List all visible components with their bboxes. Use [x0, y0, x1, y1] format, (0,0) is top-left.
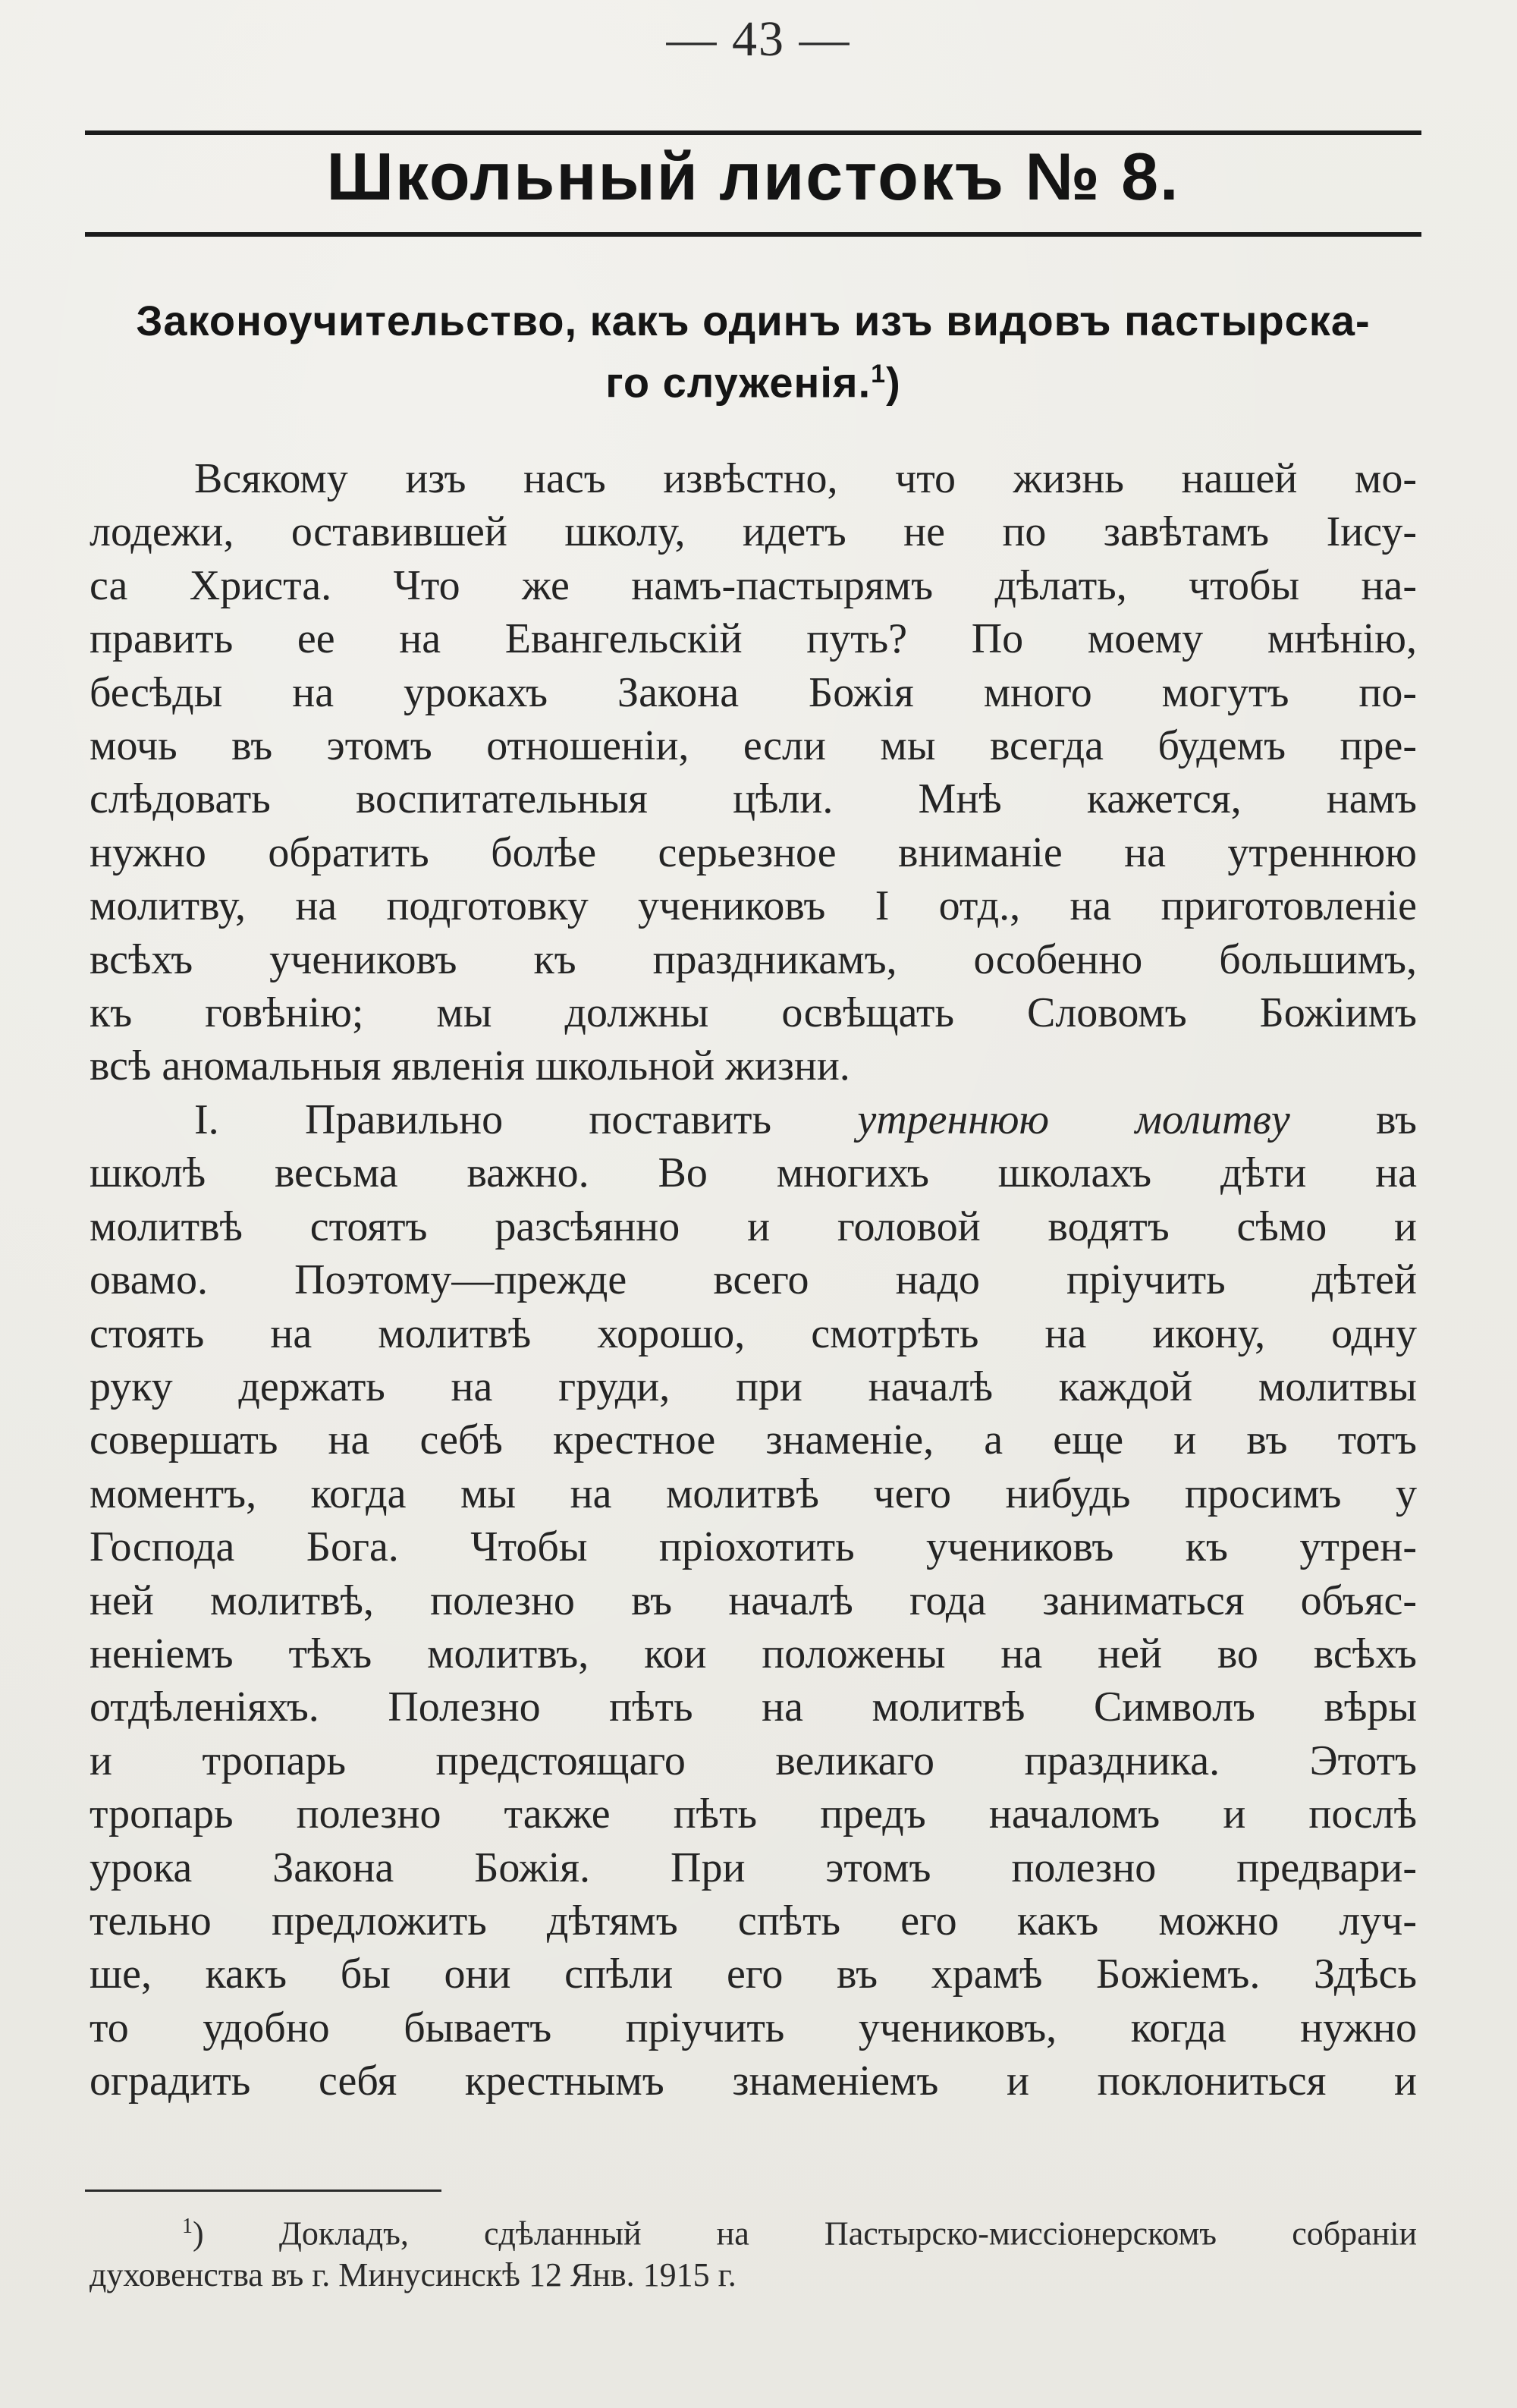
body-line: нужно обратить болѣе серьезное вниманіе на утреннюю [90, 828, 1417, 876]
footnote-line-2: духовенства въ г. Минусинскѣ 12 Янв. 1915 г. [90, 2256, 737, 2293]
footnote [90, 2206, 1417, 2296]
body-line: ше, какъ бы они спѣли его въ храмѣ Божіемъ. Здѣсь [90, 1951, 1417, 1998]
body-line: совершать на себѣ крестное знаменіе, а еще и въ тотъ [90, 1416, 1417, 1464]
body-line: оградить себя крестнымъ знаменіемъ и поклониться и [90, 2057, 1417, 2105]
header-top-rule [85, 130, 1421, 135]
body-line: къ говѣнію; мы должны освѣщать Словомъ Божіимъ [90, 989, 1417, 1037]
article-title-line-2 [85, 347, 1421, 410]
footnote-divider [85, 2190, 441, 2192]
body-line: школѣ весьма важно. Во многихъ школахъ дѣти на [90, 1149, 1417, 1197]
body-line-section-1 [90, 1093, 1417, 1146]
body-line: Всякому изъ насъ извѣстно, что жизнь нашей мо- [194, 455, 1417, 502]
footnote-text-1: ) Докладъ, сдѣланный на Пастырско-миссіонерскомъ собраніи [193, 2215, 1417, 2252]
section-1-lead-end: въ [1289, 1096, 1417, 1143]
body-line: мочь въ этомъ отношеніи, если мы всегда будемъ пре- [90, 722, 1417, 770]
body-line: править ее на Евангельскій путь? По моему мнѣнію, [90, 615, 1417, 663]
header-bottom-rule [85, 232, 1421, 237]
body-line: неніемъ тѣхъ молитвъ, кои положены на ней во всѣхъ [90, 1630, 1417, 1677]
article-title [85, 294, 1421, 410]
page-number: — 43 — [666, 11, 851, 67]
body-line: отдѣленіяхъ. Полезно пѣть на молитвѣ Символъ вѣры [90, 1683, 1417, 1731]
body-line: стоять на молитвѣ хорошо, смотрѣть на икону, одну [90, 1309, 1417, 1357]
body-line: то удобно бываетъ пріучить учениковъ, когда нужно [90, 2004, 1417, 2051]
body-line: и тропарь предстоящаго великаго праздника. Этотъ [90, 1737, 1417, 1784]
section-1-lead-text: I. Правильно поставить [194, 1096, 858, 1143]
body-line: лодежи, оставившей школу, идетъ не по завѣтамъ Іису- [90, 508, 1417, 556]
body-line: тропарь полезно также пѣть предъ началомъ и послѣ [90, 1790, 1417, 1838]
article-title-line-1: Законоучительство, какъ одинъ изъ видовъ пастырска- [136, 297, 1371, 344]
footnote-reference-paren: ) [886, 358, 901, 407]
emphasis-morning-prayer: утреннюю молитву [857, 1096, 1290, 1143]
body-line: моментъ, когда мы на молитвѣ чего нибудь просимъ у [90, 1470, 1417, 1517]
body-line: всѣхъ учениковъ къ праздникамъ, особенно большимъ, [90, 935, 1417, 983]
body-line: са Христа. Что же намъ-пастырямъ дѣлать, чтобы на- [90, 561, 1417, 609]
body-line: урока Закона Божія. При этомъ полезно предвари- [90, 1844, 1417, 1891]
article-body [90, 452, 1417, 2108]
body-line: тельно предложить дѣтямъ спѣть его какъ можно луч- [90, 1897, 1417, 1944]
body-line: ней молитвѣ, полезно въ началѣ года заниматься объяс- [90, 1577, 1417, 1624]
body-line: всѣ аномальныя явленія школьной жизни. [90, 1042, 850, 1090]
footnote-line-1 [90, 2206, 1417, 2255]
body-line: молитвѣ стоятъ разсѣянно и головой водятъ сѣмо и [90, 1202, 1417, 1250]
leaflet-title: Школьный листокъ № 8. [326, 139, 1180, 214]
footnote-mark: 1 [182, 2215, 193, 2238]
article-title-line-2-text: го служенія. [605, 358, 872, 407]
body-line: Господа Бога. Чтобы пріохотить учениковъ къ утрен- [90, 1523, 1417, 1571]
body-line: бесѣды на урокахъ Закона Божія много могутъ по- [90, 668, 1417, 716]
body-line: молитву, на подготовку учениковъ I отд., на приготовленіе [90, 882, 1417, 930]
body-line: руку держать на груди, при началѣ каждой молитвы [90, 1363, 1417, 1410]
body-line: слѣдовать воспитательныя цѣли. Мнѣ кажется, намъ [90, 775, 1417, 823]
body-line: овамо. Поэтому—прежде всего надо пріучить дѣтей [90, 1256, 1417, 1304]
footnote-reference[interactable]: 1 [871, 360, 887, 388]
